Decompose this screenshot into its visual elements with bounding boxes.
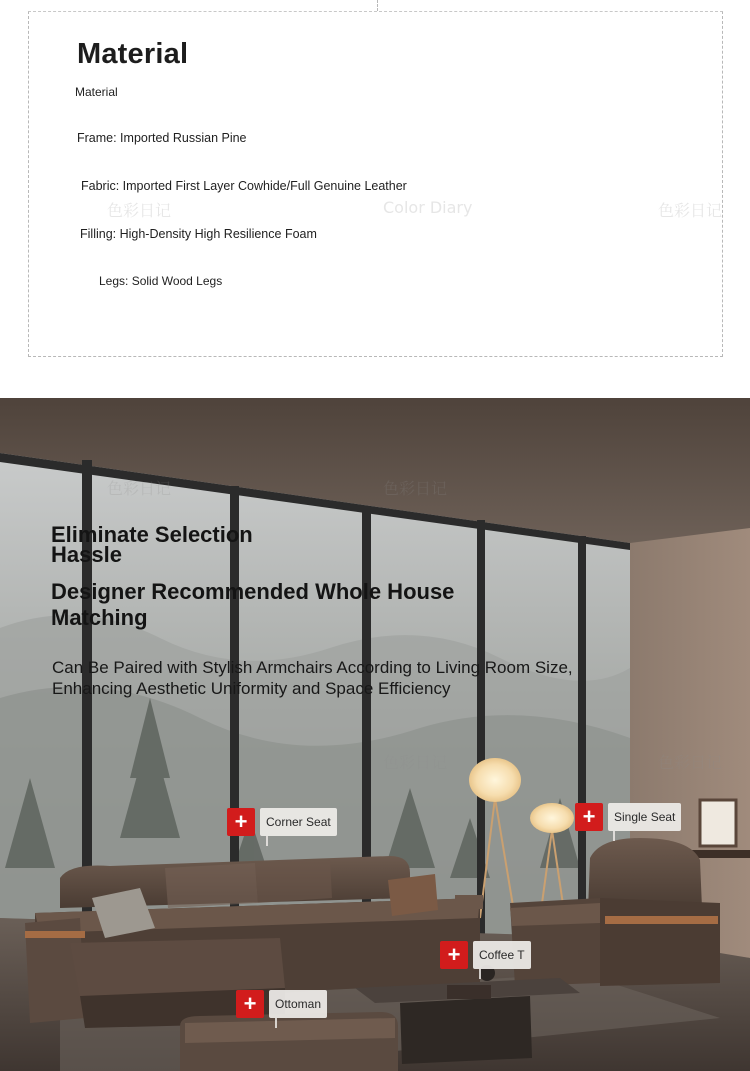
hotspot-label[interactable]: Corner Seat xyxy=(260,808,337,836)
hotspot-stem xyxy=(479,969,481,979)
hotspot-single-seat[interactable] xyxy=(575,803,681,831)
plus-icon[interactable]: + xyxy=(227,808,255,836)
plus-icon[interactable]: + xyxy=(575,803,603,831)
plus-icon[interactable]: + xyxy=(440,941,468,969)
headline-eliminate-hassle: Eliminate Selection Hassle xyxy=(51,522,253,567)
hotspot-label[interactable]: Single Seat xyxy=(608,803,681,831)
hotspot-stem xyxy=(266,836,268,846)
spec-frame: Frame: Imported Russian Pine xyxy=(77,131,247,145)
material-panel xyxy=(28,11,723,357)
living-room-scene xyxy=(0,398,750,1071)
hotspot-label[interactable]: Ottoman xyxy=(269,990,327,1018)
divider-tick xyxy=(377,0,378,11)
watermark-cn: 色彩日记 xyxy=(107,201,172,220)
headline-designer-recommended: Designer Recommended Whole House Matching xyxy=(51,579,455,630)
watermark-cn: 色彩日记 xyxy=(383,753,448,772)
spec-legs: Legs: Solid Wood Legs xyxy=(99,274,223,288)
watermark-cn: 色彩日记 xyxy=(383,479,448,498)
hotspot-ottoman[interactable] xyxy=(236,990,327,1018)
hotspot-stem xyxy=(613,831,615,841)
scene-description: Can Be Paired with Stylish Armchairs According to Living Room Size, Enhancing Aesthetic Uniformity and Space Efficiency xyxy=(52,658,573,698)
material-title: Material xyxy=(77,38,189,70)
watermark-en: Color Diary xyxy=(383,198,473,217)
watermark-cn: 色彩日记 xyxy=(658,201,723,220)
plus-icon[interactable]: + xyxy=(236,990,264,1018)
watermark-cn: 色彩日记 xyxy=(107,479,172,498)
watermark-cn: 色彩日记 xyxy=(658,753,723,772)
hotspot-coffee-table[interactable] xyxy=(440,941,531,969)
hotspot-label[interactable]: Coffee T xyxy=(473,941,531,969)
spec-fabric: Fabric: Imported First Layer Cowhide/Full Genuine Leather xyxy=(81,179,407,193)
material-subtitle: Material xyxy=(75,85,118,99)
hotspot-corner-seat[interactable] xyxy=(227,808,337,836)
spec-filling: Filling: High-Density High Resilience Foam xyxy=(80,227,317,241)
hotspot-stem xyxy=(275,1018,277,1028)
